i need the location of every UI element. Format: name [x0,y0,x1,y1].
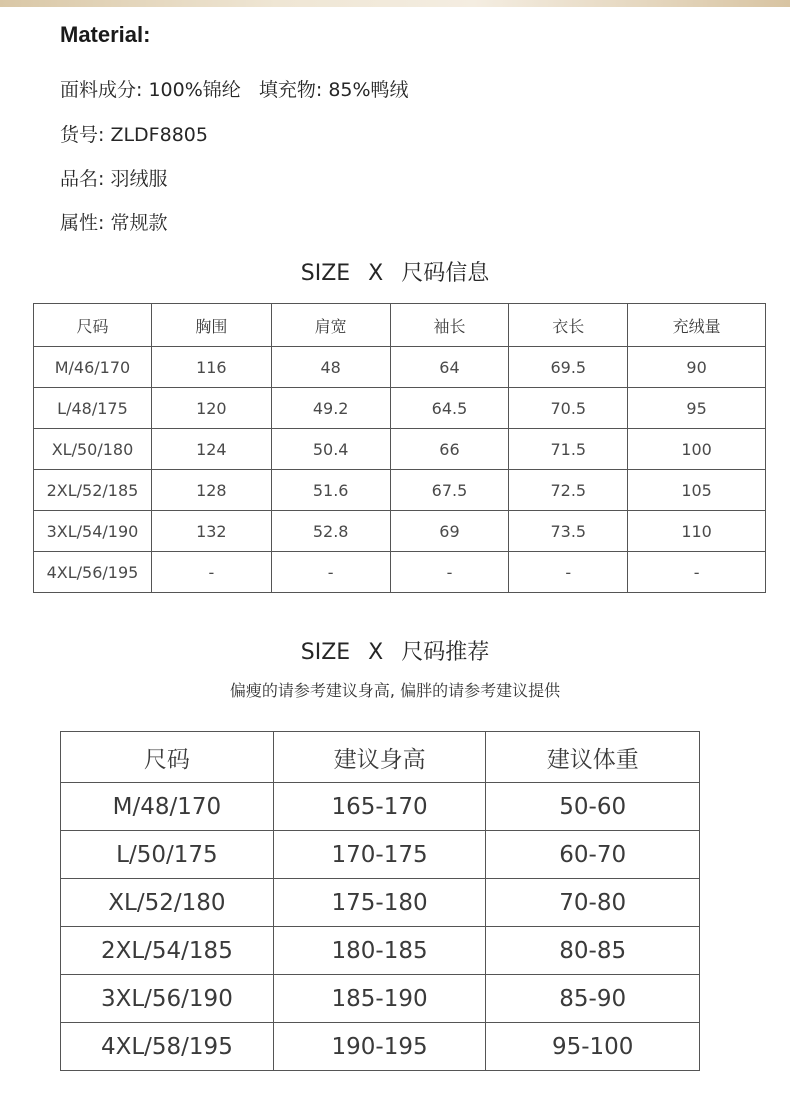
table-cell: - [390,552,509,593]
table-header-cell: 建议身高 [273,732,486,783]
table-cell: 52.8 [271,511,390,552]
table-header-cell: 袖长 [390,304,509,347]
size-info-title-text: 尺码信息 [401,261,490,286]
size-info-title-size: SIZE [300,261,351,286]
size-info-title [0,256,790,287]
table-cell: 69.5 [509,347,628,388]
table-row [34,511,766,552]
table-row [34,552,766,593]
table-cell: 51.6 [271,470,390,511]
table-cell: XL/50/180 [34,429,152,470]
table-header-cell: 胸围 [151,304,271,347]
size-recommend-title-text: 尺码推荐 [401,640,490,665]
table-cell: - [151,552,271,593]
table-header-row [34,304,766,347]
table-cell: 170-175 [273,831,486,879]
table-cell: 2XL/52/185 [34,470,152,511]
table-header-cell: 建议体重 [486,732,700,783]
table-header-cell: 肩宽 [271,304,390,347]
table-cell: 64 [390,347,509,388]
table-cell: 49.2 [271,388,390,429]
table-cell: 70-80 [486,879,700,927]
table-cell: - [509,552,628,593]
table-cell: 124 [151,429,271,470]
table-cell: - [628,552,766,593]
table-cell: 50.4 [271,429,390,470]
table-cell: 66 [390,429,509,470]
table-cell: 80-85 [486,927,700,975]
size-info-title-x: X [368,261,384,286]
table-cell: L/48/175 [34,388,152,429]
table-row [61,1023,700,1071]
table-cell: - [271,552,390,593]
fabric-composition: 面料成分: 100%锦纶 填充物: 85%鸭绒 [60,79,409,101]
table-row [34,388,766,429]
table-cell: 70.5 [509,388,628,429]
material-heading: Material: [60,22,151,47]
table-row [34,470,766,511]
size-recommend-subtitle: 偏瘦的请参考建议身高, 偏胖的请参考建议提供 [229,681,561,700]
table-cell: 95 [628,388,766,429]
table-cell: 105 [628,470,766,511]
size-recommend-title-x: X [368,640,384,665]
table-cell: 2XL/54/185 [61,927,274,975]
table-header-cell: 衣长 [509,304,628,347]
table-cell: 4XL/58/195 [61,1023,274,1071]
table-cell: 110 [628,511,766,552]
table-cell: 165-170 [273,783,486,831]
table-cell: M/48/170 [61,783,274,831]
table-row [61,783,700,831]
table-cell: 185-190 [273,975,486,1023]
table-cell: 4XL/56/195 [34,552,152,593]
table-row [34,429,766,470]
size-info-table [33,303,766,593]
table-cell: 95-100 [486,1023,700,1071]
table-cell: 116 [151,347,271,388]
table-cell: XL/52/180 [61,879,274,927]
table-row [61,831,700,879]
table-cell: 100 [628,429,766,470]
table-cell: 180-185 [273,927,486,975]
table-cell: 190-195 [273,1023,486,1071]
table-header-cell: 尺码 [34,304,152,347]
table-cell: M/46/170 [34,347,152,388]
table-cell: 175-180 [273,879,486,927]
table-header-row [61,732,700,783]
table-cell: 3XL/56/190 [61,975,274,1023]
table-cell: 64.5 [390,388,509,429]
product-attribute: 属性: 常规款 [60,212,168,234]
table-cell: 90 [628,347,766,388]
table-cell: 48 [271,347,390,388]
table-cell: 69 [390,511,509,552]
table-row [61,975,700,1023]
table-cell: 128 [151,470,271,511]
table-cell: 120 [151,388,271,429]
size-recommend-table [60,731,700,1071]
table-header-cell: 尺码 [61,732,274,783]
table-row [61,879,700,927]
table-cell: 73.5 [509,511,628,552]
table-cell: 50-60 [486,783,700,831]
size-recommend-title-size: SIZE [300,640,351,665]
table-cell: 71.5 [509,429,628,470]
table-cell: 67.5 [390,470,509,511]
table-cell: 132 [151,511,271,552]
size-recommend-title [0,635,790,666]
table-cell: 3XL/54/190 [34,511,152,552]
top-decorative-band [0,0,790,7]
table-cell: 85-90 [486,975,700,1023]
table-row [34,347,766,388]
table-cell: 60-70 [486,831,700,879]
table-cell: L/50/175 [61,831,274,879]
table-header-cell: 充绒量 [628,304,766,347]
item-number: 货号: ZLDF8805 [60,124,208,146]
product-name: 品名: 羽绒服 [60,168,168,190]
table-cell: 72.5 [509,470,628,511]
table-row [61,927,700,975]
